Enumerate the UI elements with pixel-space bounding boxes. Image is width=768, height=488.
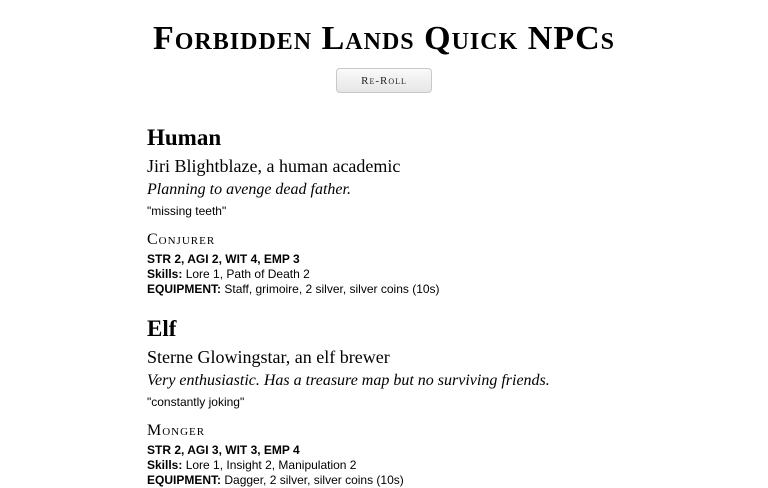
npc-name: Jiri Blightblaze, a human academic xyxy=(147,156,401,176)
npc-stats: STR 2, AGI 2, WIT 4, EMP 3 xyxy=(147,252,300,266)
npc-skills xyxy=(147,458,707,473)
equipment-label: EQUIPMENT: xyxy=(147,473,222,487)
npc-card-elf xyxy=(147,313,707,488)
npc-equipment xyxy=(147,282,707,297)
npc-list xyxy=(147,122,707,488)
skills-label: Skills: xyxy=(147,458,183,472)
npc-card-human xyxy=(147,122,707,297)
equipment-label: EQUIPMENT: xyxy=(147,282,222,296)
npc-quirk: "constantly joking" xyxy=(147,395,245,409)
npc-skills xyxy=(147,267,707,282)
npc-stats: STR 2, AGI 3, WIT 3, EMP 4 xyxy=(147,443,300,457)
npc-race: Elf xyxy=(147,316,177,341)
skills-label: Skills: xyxy=(147,267,183,281)
page-title: Forbidden Lands Quick NPCs xyxy=(153,20,615,57)
npc-profession: Conjurer xyxy=(147,231,216,248)
npc-quirk: "missing teeth" xyxy=(147,204,227,218)
skills-value: Lore 1, Insight 2, Manipulation 2 xyxy=(185,458,357,472)
npc-description: Planning to avenge dead father. xyxy=(147,181,351,198)
equipment-value: Dagger, 2 silver, silver coins (10s) xyxy=(224,473,404,487)
npc-race: Human xyxy=(147,125,222,150)
equipment-value: Staff, grimoire, 2 silver, silver coins (10s) xyxy=(224,282,440,296)
npc-name: Sterne Glowingstar, an elf brewer xyxy=(147,347,390,367)
npc-equipment xyxy=(147,473,707,488)
skills-value: Lore 1, Path of Death 2 xyxy=(185,267,310,281)
reroll-button[interactable]: Re-Roll xyxy=(336,68,432,93)
npc-profession: Monger xyxy=(147,422,206,439)
npc-description: Very enthusiastic. Has a treasure map but no surviving friends. xyxy=(147,372,550,389)
